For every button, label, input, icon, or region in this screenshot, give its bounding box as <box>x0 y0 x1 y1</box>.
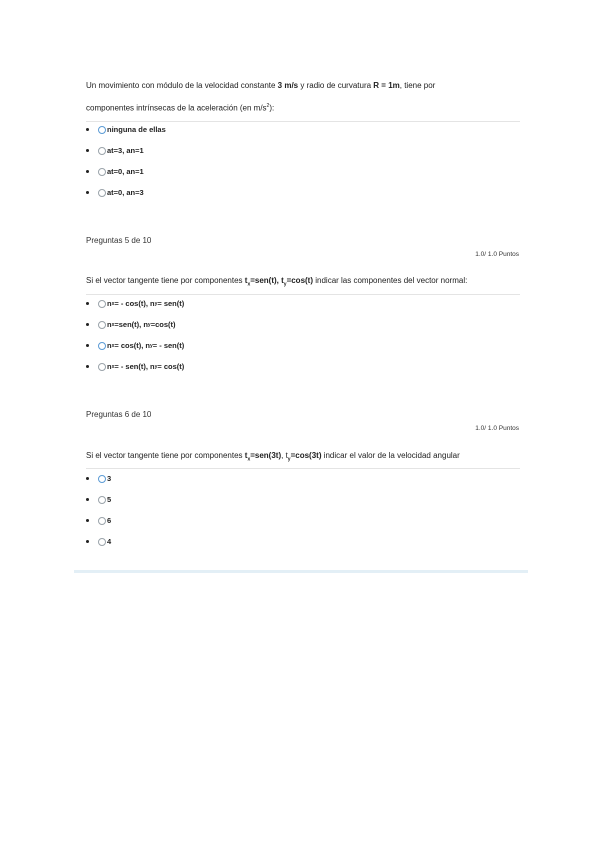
option[interactable]: n x =sen(t), n y =cos(t) <box>86 314 184 335</box>
question-6-divider <box>86 468 520 469</box>
question-6-text: Si el vector tangente tiene por componentes $t_x=sen(3t)$, $t_y=\cos(3t)$ indicar el valor de la velocidad angular <box>86 451 460 463</box>
question-6-options <box>86 468 111 552</box>
radio-button[interactable] <box>98 475 106 483</box>
option[interactable]: at=0, an=1 <box>86 161 166 182</box>
bullet-icon <box>86 128 89 131</box>
bullet-icon <box>86 540 89 543</box>
radio-button[interactable] <box>98 517 106 525</box>
bullet-icon <box>86 149 89 152</box>
radio-button[interactable] <box>98 321 106 329</box>
bullet-icon <box>86 477 89 480</box>
question-4-options <box>86 119 166 203</box>
radio-button[interactable] <box>98 300 106 308</box>
radio-button[interactable] <box>98 342 106 350</box>
question-4-line-1: Un movimiento con módulo de la velocidad constante 3 m/s y radio de curvatura R = 1m, tiene por <box>86 81 436 90</box>
bullet-icon <box>86 323 89 326</box>
question-4-line-2: componentes intrínsecas de la aceleración (en $m/s^2$): <box>86 103 275 113</box>
bullet-icon <box>86 302 89 305</box>
option[interactable]: n x = cos(t), n y = - sen(t) <box>86 335 184 356</box>
bullet-icon <box>86 498 89 501</box>
option[interactable]: n x = - sen(t), n y = cos(t) <box>86 356 184 377</box>
option[interactable]: 6 <box>86 510 111 531</box>
footer-divider <box>74 570 528 573</box>
bullet-icon <box>86 191 89 194</box>
question-5-text: Si el vector tangente tiene por componentes $t_x=sen(t)$, $t_y=\cos(t)$ indicar las componentes del vector normal: <box>86 276 468 288</box>
bullet-icon <box>86 344 89 347</box>
radio-button[interactable] <box>98 189 106 197</box>
question-6-points: 1.0/ 1.0 Puntos <box>475 425 519 432</box>
question-5-options <box>86 293 184 377</box>
radio-button[interactable] <box>98 538 106 546</box>
radio-button[interactable] <box>98 168 106 176</box>
option[interactable]: at=3, an=1 <box>86 140 166 161</box>
option[interactable]: 4 <box>86 531 111 552</box>
radio-button[interactable] <box>98 363 106 371</box>
option[interactable]: ninguna de ellas <box>86 119 166 140</box>
option[interactable]: n x = - cos(t), n y = sen(t) <box>86 293 184 314</box>
question-5-header: Preguntas 5 de 10 <box>86 236 152 245</box>
option[interactable]: at=0, an=3 <box>86 182 166 203</box>
radio-button[interactable] <box>98 496 106 504</box>
question-6-header: Preguntas 6 de 10 <box>86 410 152 419</box>
bullet-icon <box>86 365 89 368</box>
radio-button[interactable] <box>98 126 106 134</box>
question-4-text <box>86 75 520 119</box>
option[interactable]: 3 <box>86 468 111 489</box>
option[interactable]: 5 <box>86 489 111 510</box>
question-5-points: 1.0/ 1.0 Puntos <box>475 251 519 258</box>
bullet-icon <box>86 519 89 522</box>
radio-button[interactable] <box>98 147 106 155</box>
bullet-icon <box>86 170 89 173</box>
